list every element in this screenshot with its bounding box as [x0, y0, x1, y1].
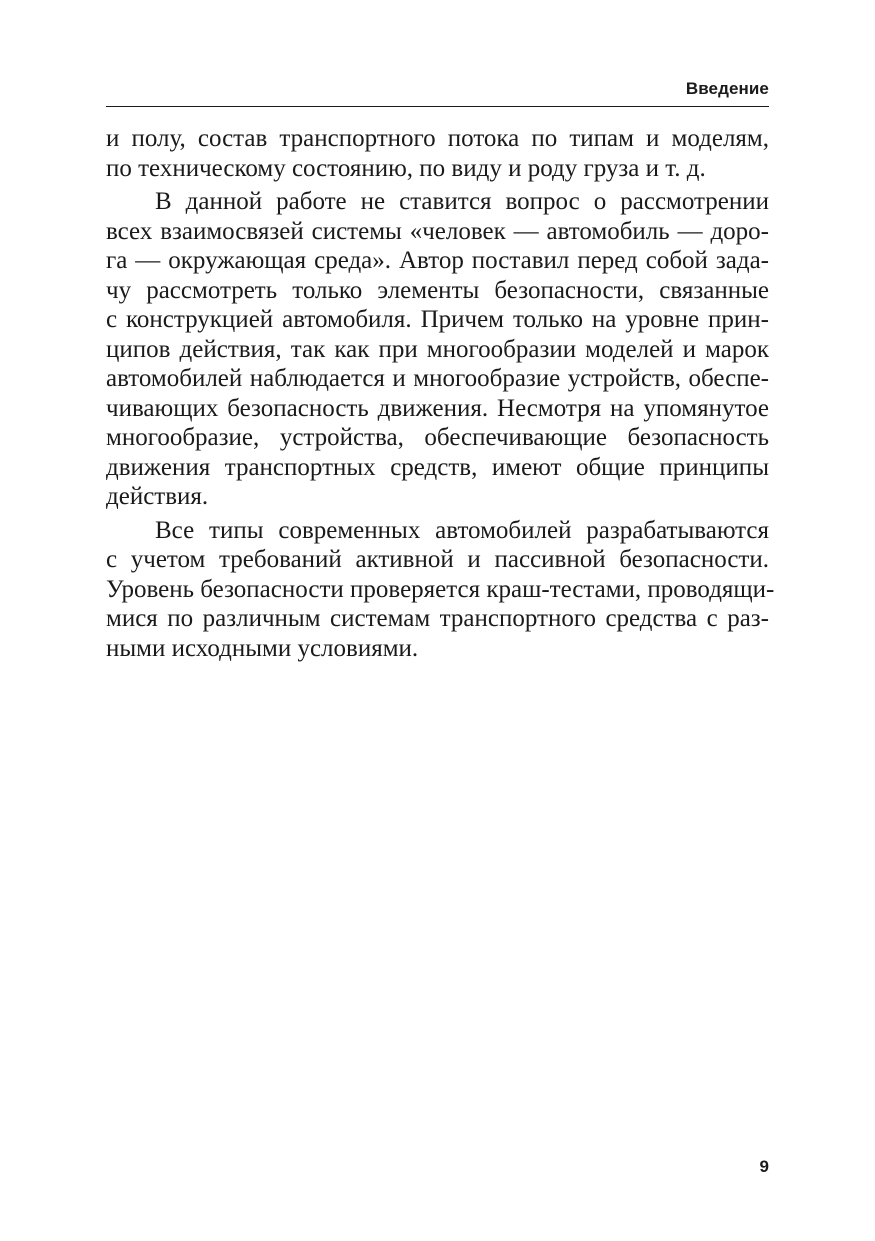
text-line: ципов действия, так как при многообразии моделей и марок [106, 335, 769, 363]
paragraph-1 [106, 124, 769, 183]
text-line: чу рассмотреть только элементы безопасности, связанные [106, 276, 769, 304]
text-line: Уровень безопасности проверяется краш-тестами, проводящи- [106, 575, 775, 603]
text-line: ными исходными условиями. [106, 634, 419, 662]
page-number: 9 [759, 1157, 769, 1176]
paragraph-3 [106, 516, 775, 664]
text-line: с конструкцией автомобиля. Причем только на уровне прин- [106, 306, 769, 333]
text-line: по техническому состоянию, по виду и роду груза и т. д. [106, 154, 706, 182]
section-title: Введение [685, 79, 769, 98]
text-line: В данной работе не ставится вопрос о рассмотрении [155, 188, 769, 215]
text-line: многообразие, устройства, обеспечивающие безопасность [106, 424, 769, 451]
text-line: автомобилей наблюдается и многообразие устройств, обеспе- [106, 365, 769, 392]
body-text [106, 124, 775, 663]
text-line: чивающих безопасность движения. Несмотря на упомянутое [106, 394, 769, 422]
text-line: с учетом требований активной и пассивной безопасности. [106, 546, 769, 573]
text-line: действия. [106, 483, 209, 510]
text-line: всех взаимосвязей системы «человек — автомобиль — доро- [106, 217, 769, 245]
text-line: Все типы современных автомобилей разрабатываются [155, 516, 769, 544]
text-line: и полу, состав транспортного потока по типам и моделям, [106, 125, 769, 152]
text-line: движения транспортных средств, имеют общие принципы [106, 453, 769, 481]
text-line: мися по различным системам транспортного средства с раз- [106, 605, 769, 632]
running-header [106, 76, 769, 107]
text-line: га — окружающая среда». Автор поставил перед собой зада- [106, 247, 769, 274]
paragraph-2 [106, 187, 769, 512]
